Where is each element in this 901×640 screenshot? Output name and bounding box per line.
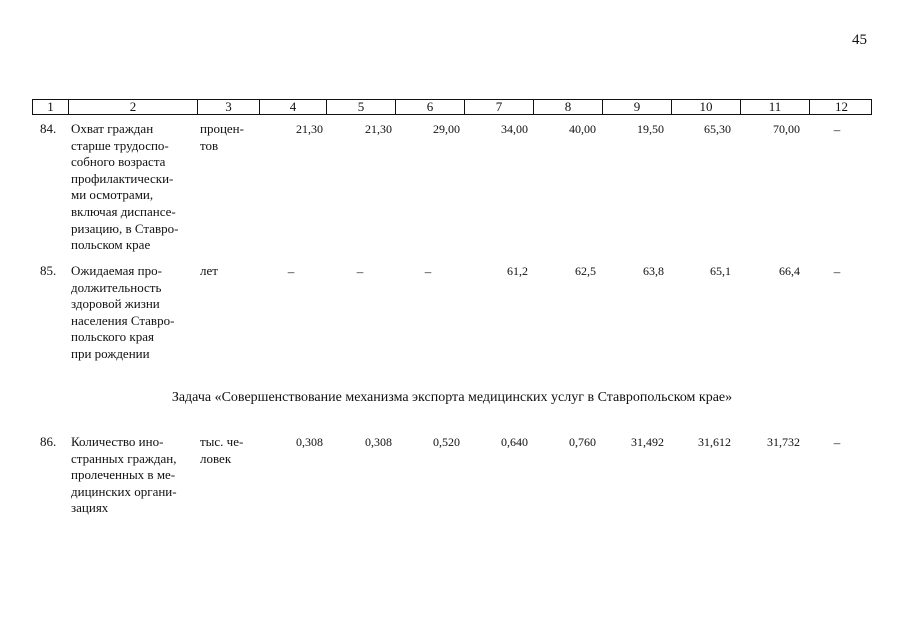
value-cell: 34,00 [501,122,528,136]
value-cell-col12: – [833,435,841,450]
value-cell: 63,8 [643,264,664,278]
indicator-line: пролеченных в ме- [71,467,176,483]
indicator-line: польского края [71,329,154,345]
indicator-line: зациях [71,500,109,516]
indicator-line: польском крае [71,237,151,253]
value-cell: 65,1 [710,264,731,278]
indicator-line: Охват граждан [71,121,154,136]
value-cell: 0,520 [433,435,460,449]
indicator-line: дицинских органи- [71,483,177,499]
unit-line: ловек [200,450,232,466]
value-cell: 21,30 [296,122,323,136]
value-cell: 31,612 [698,435,731,449]
unit-of-measure [200,263,270,280]
indicator-line: Ожидаемая про- [71,263,162,278]
value-cell: 62,5 [575,264,596,278]
task-heading: Задача «Совершенствование механизма экспорта медицинских услуг в Ставропольском крае» [171,390,733,405]
indicator-line: собного возраста [71,154,166,170]
indicator-line: Количество ино- [71,434,164,449]
value-cell: 61,2 [507,264,528,278]
value-cell: – [356,264,364,279]
header-cell: 6 [396,100,465,114]
indicator-line: профилактически- [71,170,174,186]
unit-line: тыс. че- [200,434,244,449]
value-cell: – [424,264,432,279]
value-cell-col12: – [833,122,841,137]
header-cell: 11 [741,100,810,114]
unit-of-measure [200,121,270,154]
row-number: 84. [40,121,57,136]
value-cell: 0,640 [501,435,528,449]
value-cell: 31,732 [767,435,800,449]
header-cell: 3 [198,100,260,114]
value-cell: – [287,264,295,279]
unit-line: лет [200,263,218,278]
indicator-line: при рождении [71,345,150,361]
value-cell-col12: – [833,264,841,279]
value-cell: 29,00 [433,122,460,136]
value-cell: 0,308 [296,435,323,449]
header-cell: 5 [327,100,396,114]
indicator-name [71,121,194,254]
value-cell: 0,760 [569,435,596,449]
page-number: 45 [852,32,867,48]
value-cell: 21,30 [365,122,392,136]
indicator-line: включая диспансе- [71,203,176,219]
value-cell: 19,50 [637,122,664,136]
value-cell: 70,00 [773,122,800,136]
header-cell: 8 [534,100,603,114]
indicator-line: старше трудоспо- [71,137,169,153]
unit-line: процен- [200,121,244,136]
value-cell: 0,308 [365,435,392,449]
unit-of-measure [200,434,270,467]
header-cell: 1 [33,100,69,114]
header-cell: 10 [672,100,741,114]
header-cell: 9 [603,100,672,114]
header-cell: 12 [835,99,848,114]
value-cell: 40,00 [569,122,596,136]
indicator-line: здоровой жизни [71,296,160,312]
indicator-line: ми осмотрами, [71,187,154,203]
header-cell: 4 [260,100,327,114]
indicator-line: должительность [71,279,162,295]
value-cell: 66,4 [779,264,800,278]
value-cell: 31,492 [631,435,664,449]
header-cell: 2 [69,100,198,114]
indicator-line: населения Ставро- [71,312,175,328]
indicator-name [71,434,194,517]
table-header-row [32,99,872,115]
indicator-name [71,263,194,363]
value-cell: 65,30 [704,122,731,136]
row-number: 85. [40,263,57,278]
header-cell: 7 [465,100,534,114]
row-number: 86. [40,434,57,449]
unit-line: тов [200,137,219,153]
indicator-line: странных граждан, [71,450,177,466]
indicator-line: ризацию, в Ставро- [71,220,179,236]
